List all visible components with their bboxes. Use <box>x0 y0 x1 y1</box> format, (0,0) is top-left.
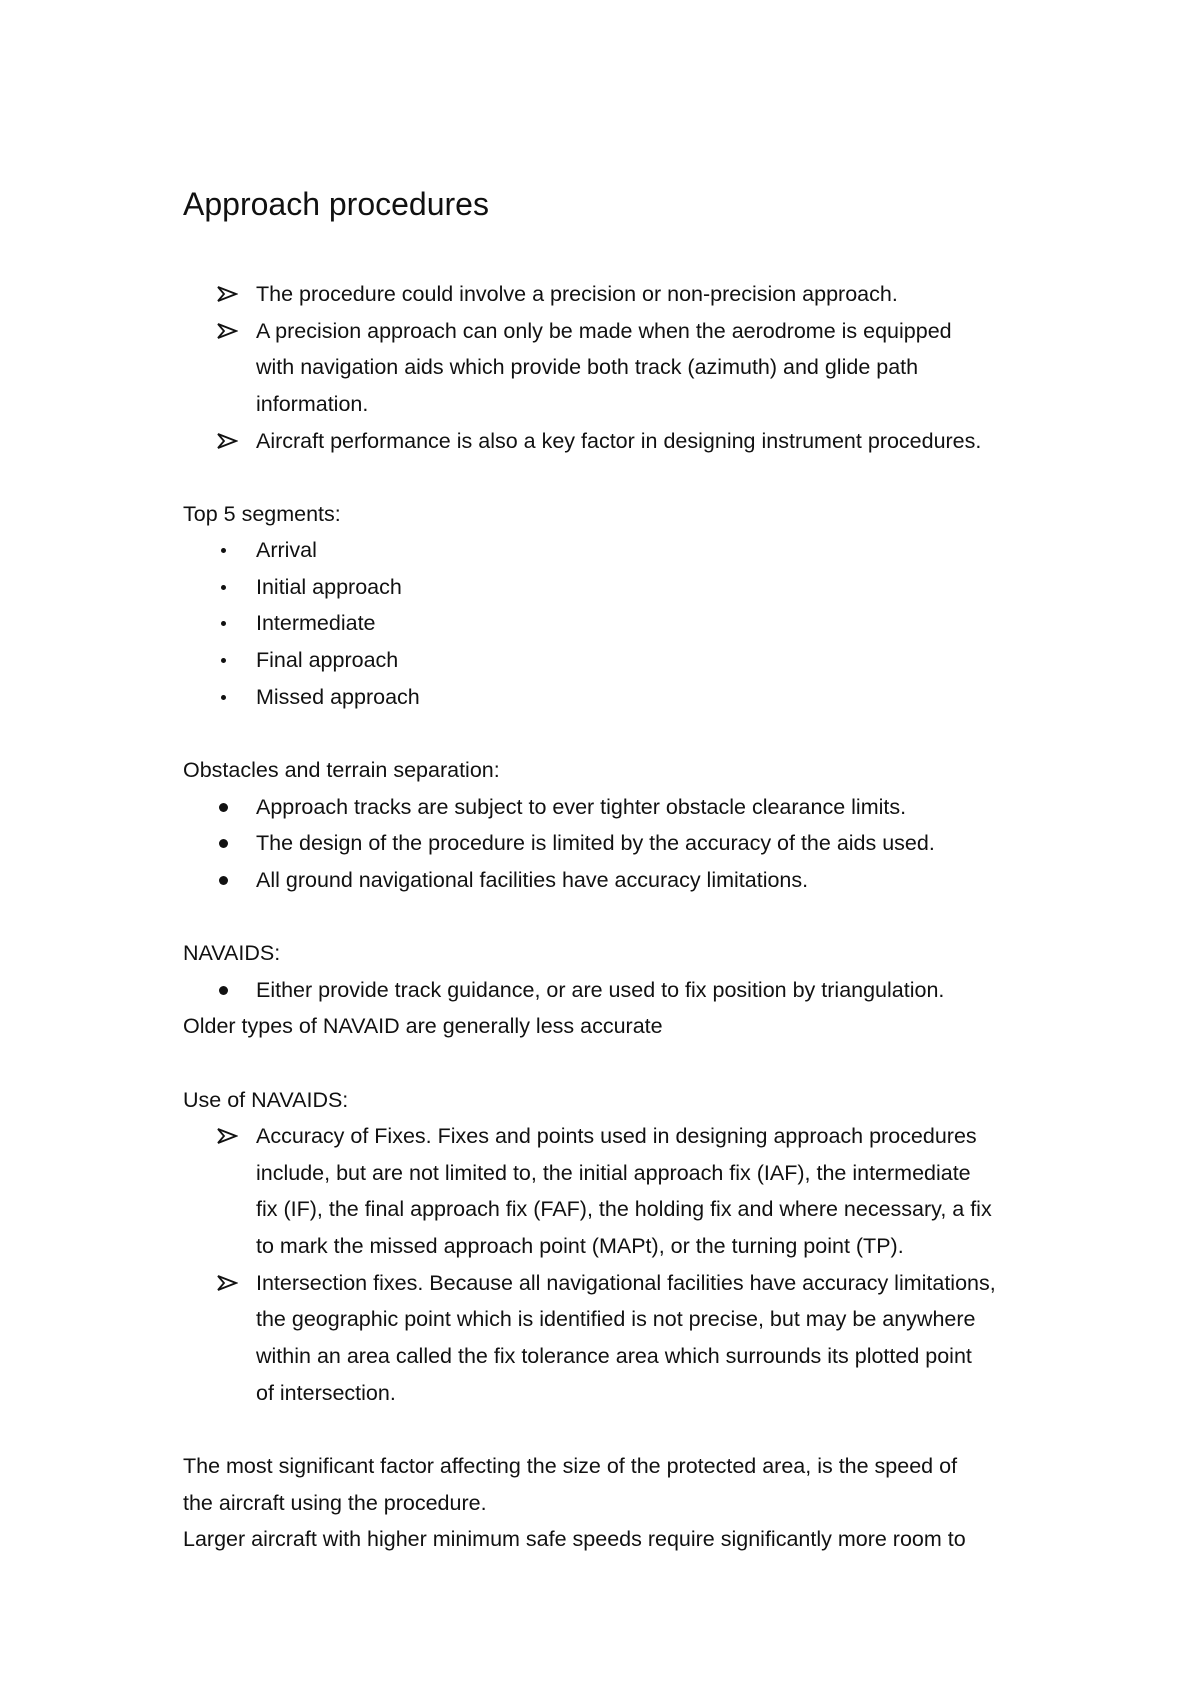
use-navaids-item-1-line-3: fix (IF), the final approach fix (FAF), the holding fix and where necessary, a fix <box>256 1197 992 1221</box>
arrow-bullet-icon <box>216 317 238 345</box>
segment-item-5-text: Missed approach <box>256 685 420 709</box>
small-bullet-icon <box>221 585 226 590</box>
use-navaids-item-2-line-1: Intersection fixes. Because all navigational facilities have accuracy limitations, <box>256 1271 996 1295</box>
segment-item-1-text: Arrival <box>256 538 317 562</box>
obstacle-item-3-text: All ground navigational facilities have accuracy limitations. <box>256 868 809 892</box>
segments-heading: Top 5 segments: <box>183 502 341 526</box>
arrow-bullet-icon <box>216 1122 238 1150</box>
arrow-bullet-3 <box>0 427 260 455</box>
segment-item-4 <box>0 646 260 674</box>
small-bullet-icon <box>221 621 226 626</box>
bullet-icon <box>219 986 228 995</box>
bullet-icon <box>219 876 228 885</box>
arrow-bullet-icon <box>216 1269 238 1297</box>
use-navaids-item-2-line-3: within an area called the fix tolerance area which surrounds its plotted point <box>256 1344 972 1368</box>
segment-item-3 <box>0 609 260 637</box>
use-navaids-item-2 <box>0 1269 260 1297</box>
segment-item-1 <box>0 536 260 564</box>
arrow-bullet-1 <box>0 280 260 308</box>
segment-item-4-text: Final approach <box>256 648 399 672</box>
closing-line-1: The most significant factor affecting the size of the protected area, is the speed of <box>183 1454 958 1478</box>
segment-item-2-text: Initial approach <box>256 575 402 599</box>
navaids-item-1-text: Either provide track guidance, or are used to fix position by triangulation. <box>256 978 945 1002</box>
obstacle-item-2 <box>0 829 260 857</box>
intro-bullet-2-line-3: information. <box>256 392 369 416</box>
arrow-bullet-icon <box>216 427 238 455</box>
obstacle-item-2-text: The design of the procedure is limited by the accuracy of the aids used. <box>256 831 935 855</box>
intro-bullet-1-text: The procedure could involve a precision or non-precision approach. <box>256 282 898 306</box>
navaids-note: Older types of NAVAID are generally less accurate <box>183 1014 663 1038</box>
intro-bullet-2-line-1: A precision approach can only be made when the aerodrome is equipped <box>256 319 952 343</box>
intro-bullet-3-text: Aircraft performance is also a key factor in designing instrument procedures. <box>256 429 982 453</box>
obstacle-item-3 <box>0 866 260 894</box>
segment-item-5 <box>0 683 260 711</box>
use-navaids-item-1 <box>0 1122 260 1150</box>
intro-bullet-2-line-2: with navigation aids which provide both track (azimuth) and glide path <box>256 355 919 379</box>
small-bullet-icon <box>221 548 226 553</box>
obstacle-item-1 <box>0 793 260 821</box>
use-navaids-heading: Use of NAVAIDS: <box>183 1088 349 1112</box>
bullet-icon <box>219 803 228 812</box>
closing-line-3: Larger aircraft with higher minimum safe speeds require significantly more room to <box>183 1527 966 1551</box>
use-navaids-item-1-line-4: to mark the missed approach point (MAPt), or the turning point (TP). <box>256 1234 904 1258</box>
segment-item-2 <box>0 573 260 601</box>
navaids-item-1 <box>0 976 260 1004</box>
page-title: Approach procedures <box>183 186 489 222</box>
bullet-icon <box>219 839 228 848</box>
navaids-heading: NAVAIDS: <box>183 941 281 965</box>
closing-line-2: the aircraft using the procedure. <box>183 1491 487 1515</box>
obstacles-heading: Obstacles and terrain separation: <box>183 758 500 782</box>
use-navaids-item-1-line-1: Accuracy of Fixes. Fixes and points used in designing approach procedures <box>256 1124 977 1148</box>
segment-item-3-text: Intermediate <box>256 611 376 635</box>
use-navaids-item-1-line-2: include, but are not limited to, the initial approach fix (IAF), the intermediate <box>256 1161 971 1185</box>
arrow-bullet-2 <box>0 317 260 345</box>
use-navaids-item-2-line-2: the geographic point which is identified is not precise, but may be anywhere <box>256 1307 976 1331</box>
small-bullet-icon <box>221 695 226 700</box>
use-navaids-item-2-line-4: of intersection. <box>256 1381 396 1405</box>
small-bullet-icon <box>221 658 226 663</box>
arrow-bullet-icon <box>216 280 238 308</box>
obstacle-item-1-text: Approach tracks are subject to ever tighter obstacle clearance limits. <box>256 795 907 819</box>
